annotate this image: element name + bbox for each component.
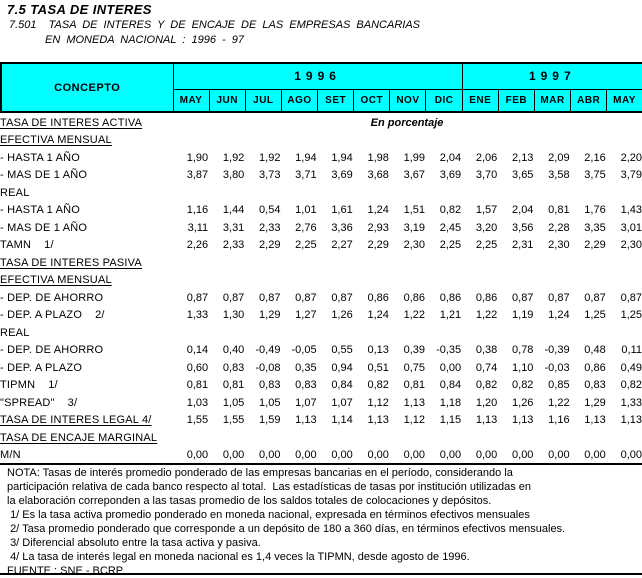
value-cell-13-11: 0,48 (584, 344, 606, 357)
table-row-16 (0, 394, 642, 412)
value-cell-3-10: 3,58 (548, 169, 570, 182)
value-cell-19-1: 0,00 (222, 449, 245, 462)
value-cell-14-11: 0,86 (584, 361, 606, 374)
value-cell-15-2: 0,83 (259, 379, 281, 392)
row-label: REAL (0, 326, 30, 339)
value-cell-14-7: 0,00 (439, 361, 462, 374)
value-cell-19-4: 0,00 (331, 449, 353, 462)
value-cell-3-6: 3,67 (403, 169, 426, 182)
month-header-6: NOV (390, 89, 426, 112)
value-cell-2-8: 2,06 (475, 151, 498, 164)
value-cell-14-8: 0,74 (475, 361, 498, 374)
value-cell-16-4: 1,07 (331, 396, 353, 409)
value-cell-19-0: 0,00 (186, 449, 209, 462)
note-line: 3/ Diferencial absoluto entre la tasa activa y pasiva. (7, 537, 261, 549)
table-row-15 (0, 377, 642, 395)
value-cell-13-1: 0,40 (222, 344, 245, 357)
value-cell-14-6: 0,75 (403, 361, 426, 374)
value-cell-11-1: 1,30 (222, 309, 245, 322)
value-cell-16-5: 1,12 (367, 396, 389, 409)
table-row-7 (0, 237, 642, 255)
value-cell-14-12: 0,49 (620, 361, 642, 374)
value-cell-2-5: 1,98 (367, 151, 389, 164)
value-cell-10-2: 0,87 (259, 291, 281, 304)
year-1997-header: 1997 (462, 63, 642, 89)
value-cell-15-6: 0,81 (403, 379, 426, 392)
row-label: TASA DE INTERES ACTIVA (0, 116, 143, 129)
value-cell-6-4: 3,36 (331, 221, 353, 234)
value-cell-16-11: 1,29 (584, 396, 606, 409)
month-header-0: MAY (173, 89, 209, 112)
value-cell-16-9: 1,26 (512, 396, 534, 409)
table-header (0, 62, 642, 113)
value-cell-5-4: 1,61 (331, 204, 353, 217)
value-cell-13-6: 0,39 (403, 344, 426, 357)
value-cell-14-9: 1,10 (512, 361, 534, 374)
value-cell-11-12: 1,25 (620, 309, 642, 322)
value-cell-7-7: 2,25 (439, 239, 462, 252)
value-cell-6-9: 3,56 (512, 221, 534, 234)
value-cell-2-7: 2,04 (439, 151, 462, 164)
value-cell-10-3: 0,87 (295, 291, 317, 304)
value-cell-10-4: 0,87 (331, 291, 353, 304)
table-row-8 (0, 254, 642, 272)
table-bottom-rule (0, 463, 642, 465)
month-header-2: JUL (245, 89, 281, 112)
row-label: REAL (0, 186, 30, 199)
note-line: NOTA: Tasas de interés promedio ponderado de las empresas bancarias en el período, considerando la (7, 467, 513, 479)
notes-block (7, 466, 637, 578)
value-cell-7-0: 2,26 (186, 239, 209, 252)
value-cell-2-9: 2,13 (512, 151, 534, 164)
value-cell-16-10: 1,22 (548, 396, 570, 409)
table-row-18 (0, 429, 642, 447)
month-header-5: OCT (354, 89, 390, 112)
value-cell-10-0: 0,87 (186, 291, 209, 304)
value-cell-2-4: 1,94 (331, 151, 353, 164)
table-row-0 (0, 114, 642, 132)
value-cell-5-11: 1,76 (584, 204, 606, 217)
value-cell-6-5: 2,93 (367, 221, 389, 234)
value-cell-6-1: 3,31 (222, 221, 245, 234)
value-cell-3-5: 3,68 (367, 169, 389, 182)
row-label: TAMN 1/ (0, 239, 54, 252)
value-cell-7-5: 2,29 (367, 239, 389, 252)
value-cell-3-7: 3,69 (439, 169, 462, 182)
empty-cell (172, 254, 642, 272)
page-title: 7.5 TASA DE INTERES (7, 2, 152, 17)
value-cell-17-0: 1,55 (186, 414, 209, 427)
page-bottom-rule (0, 573, 642, 575)
empty-cell (172, 272, 642, 290)
value-cell-5-10: 0,81 (548, 204, 570, 217)
month-header-7: DIC (426, 89, 462, 112)
month-header-3: AGO (281, 89, 317, 112)
value-cell-3-8: 3,70 (475, 169, 498, 182)
value-cell-19-8: 0,00 (475, 449, 498, 462)
value-cell-6-8: 3,20 (475, 221, 498, 234)
value-cell-3-2: 3,73 (259, 169, 281, 182)
month-header-8: ENE (462, 89, 498, 112)
month-header-11: ABR (571, 89, 607, 112)
value-cell-15-5: 0,82 (367, 379, 389, 392)
row-label: - MAS DE 1 AÑO (0, 169, 88, 182)
value-cell-14-1: 0,83 (222, 361, 245, 374)
value-cell-10-7: 0,86 (439, 291, 462, 304)
page-subtitle-line1: 7.501 TASA DE INTERES Y DE ENCAJE DE LAS EMPRESAS BANCARIAS (9, 19, 420, 31)
month-header-10: MAR (534, 89, 570, 112)
value-cell-3-9: 3,65 (512, 169, 534, 182)
table-row-14 (0, 359, 642, 377)
value-cell-2-10: 2,09 (548, 151, 570, 164)
table-row-2 (0, 149, 642, 167)
value-cell-7-8: 2,25 (475, 239, 498, 252)
row-label: - MAS DE 1 AÑO (0, 221, 88, 234)
row-label: TIPMN 1/ (0, 379, 58, 392)
value-cell-17-11: 1,13 (584, 414, 606, 427)
row-label: - DEP. DE AHORRO (0, 291, 104, 304)
table-row-10 (0, 289, 642, 307)
value-cell-5-6: 1,51 (403, 204, 426, 217)
table-row-17 (0, 412, 642, 430)
value-cell-10-5: 0,86 (367, 291, 389, 304)
value-cell-19-12: 0,00 (620, 449, 642, 462)
value-cell-14-10: -0,03 (544, 361, 570, 374)
value-cell-7-11: 2,29 (584, 239, 606, 252)
note-line: 4/ La tasa de interés legal en moneda nacional es 1,4 veces la TIPMN, desde agosto de 1996. (7, 551, 470, 563)
value-cell-15-3: 0,83 (295, 379, 317, 392)
value-cell-13-12: 0,11 (621, 344, 642, 357)
value-cell-3-4: 3,69 (331, 169, 353, 182)
value-cell-2-2: 1,92 (259, 151, 281, 164)
row-label: TASA DE INTERES PASIVA (0, 256, 142, 269)
value-cell-19-2: 0,00 (259, 449, 281, 462)
value-cell-6-2: 2,33 (259, 221, 281, 234)
value-cell-14-5: 0,51 (367, 361, 389, 374)
value-cell-5-3: 1,01 (295, 204, 317, 217)
note-line: 2/ Tasa promedio ponderado que corresponde a un depósito de 180 a 360 días, en términos efectivos mensuales. (7, 523, 566, 535)
empty-cell (172, 184, 642, 202)
value-cell-16-8: 1,20 (475, 396, 498, 409)
value-cell-15-9: 0,82 (512, 379, 534, 392)
value-cell-17-5: 1,13 (367, 414, 389, 427)
value-cell-11-8: 1,22 (475, 309, 498, 322)
value-cell-17-9: 1,13 (512, 414, 534, 427)
value-cell-15-1: 0,81 (222, 379, 245, 392)
value-cell-13-4: 0,55 (331, 344, 353, 357)
value-cell-7-3: 2,25 (295, 239, 317, 252)
value-cell-6-10: 2,28 (548, 221, 570, 234)
value-cell-16-7: 1,18 (439, 396, 462, 409)
value-cell-7-1: 2,33 (222, 239, 245, 252)
row-label: M/N (0, 449, 21, 462)
empty-cell (172, 429, 642, 447)
value-cell-11-6: 1,22 (403, 309, 426, 322)
unit-note: En porcentaje (370, 116, 444, 129)
value-cell-13-2: -0,49 (255, 344, 281, 357)
table-row-19 (0, 447, 642, 465)
value-cell-17-3: 1,13 (295, 414, 317, 427)
value-cell-13-8: 0,38 (475, 344, 498, 357)
value-cell-10-8: 0,86 (475, 291, 498, 304)
value-cell-17-7: 1,15 (439, 414, 462, 427)
value-cell-5-0: 1,16 (186, 204, 209, 217)
value-cell-5-7: 0,82 (439, 204, 462, 217)
value-cell-17-2: 1,59 (259, 414, 281, 427)
value-cell-11-5: 1,24 (367, 309, 389, 322)
value-cell-16-12: 1,33 (620, 396, 642, 409)
value-cell-16-6: 1,13 (403, 396, 426, 409)
row-label: TASA DE INTERES LEGAL 4/ (0, 414, 152, 427)
value-cell-15-4: 0,84 (331, 379, 353, 392)
value-cell-13-10: -0,39 (544, 344, 570, 357)
note-line: 1/ Es la tasa activa promedio ponderado en moneda nacional, expresada en términos efectivos mensuales (7, 509, 530, 521)
value-cell-11-0: 1,33 (186, 309, 209, 322)
value-cell-7-12: 2,30 (620, 239, 642, 252)
value-cell-11-7: 1,21 (439, 309, 462, 322)
value-cell-5-9: 2,04 (512, 204, 534, 217)
value-cell-2-3: 1,94 (295, 151, 317, 164)
table-row-12 (0, 324, 642, 342)
value-cell-6-3: 2,76 (295, 221, 317, 234)
value-cell-10-11: 0,87 (584, 291, 606, 304)
concept-header-cell: CONCEPTO (1, 63, 173, 112)
value-cell-15-10: 0,85 (548, 379, 570, 392)
value-cell-15-7: 0,84 (439, 379, 462, 392)
value-cell-3-12: 3,79 (620, 169, 642, 182)
source-line: FUENTE : SNE - BCRP (7, 565, 124, 577)
value-cell-19-5: 0,00 (367, 449, 389, 462)
value-cell-10-1: 0,87 (222, 291, 245, 304)
value-cell-14-2: -0,08 (255, 361, 281, 374)
value-cell-13-5: 0,13 (367, 344, 389, 357)
year-row (1, 63, 642, 89)
value-cell-7-9: 2,31 (512, 239, 534, 252)
value-cell-11-3: 1,27 (295, 309, 317, 322)
table-row-9 (0, 272, 642, 290)
value-cell-5-8: 1,57 (475, 204, 498, 217)
value-cell-2-0: 1,90 (186, 151, 209, 164)
row-label: - DEP. A PLAZO (0, 361, 83, 374)
value-cell-6-6: 3,19 (403, 221, 426, 234)
row-label: - DEP. DE AHORRO (0, 344, 104, 357)
value-cell-3-3: 3,71 (295, 169, 317, 182)
month-header-1: JUN (209, 89, 245, 112)
value-cell-2-12: 2,20 (620, 151, 642, 164)
page-subtitle-line2: EN MONEDA NACIONAL : 1996 - 97 (45, 34, 244, 46)
value-cell-14-0: 0,60 (186, 361, 209, 374)
table-row-3 (0, 167, 642, 185)
row-label: EFECTIVA MENSUAL (0, 134, 112, 147)
value-cell-15-8: 0,82 (475, 379, 498, 392)
table-row-5 (0, 202, 642, 220)
table-row-6 (0, 219, 642, 237)
value-cell-11-11: 1,25 (584, 309, 606, 322)
value-cell-2-11: 2,16 (584, 151, 606, 164)
value-cell-17-8: 1,13 (475, 414, 498, 427)
table-row-13 (0, 342, 642, 360)
value-cell-13-7: -0,35 (436, 344, 462, 357)
value-cell-17-6: 1,12 (403, 414, 426, 427)
value-cell-6-11: 3,35 (584, 221, 606, 234)
value-cell-11-4: 1,26 (331, 309, 353, 322)
month-header-4: SET (318, 89, 354, 112)
value-cell-14-3: 0,35 (295, 361, 317, 374)
value-cell-19-7: 0,00 (439, 449, 462, 462)
value-cell-7-2: 2,29 (259, 239, 281, 252)
value-cell-16-1: 1,05 (222, 396, 245, 409)
value-cell-19-11: 0,00 (584, 449, 606, 462)
value-cell-3-11: 3,75 (584, 169, 606, 182)
value-cell-13-9: 0,78 (512, 344, 534, 357)
row-label: EFECTIVA MENSUAL (0, 274, 112, 287)
value-cell-2-6: 1,99 (403, 151, 426, 164)
value-cell-17-10: 1,16 (548, 414, 570, 427)
row-label: - HASTA 1 AÑO (0, 151, 81, 164)
value-cell-14-4: 0,94 (331, 361, 353, 374)
month-header-12: MAY (607, 89, 642, 112)
row-label: - DEP. A PLAZO 2/ (0, 309, 105, 322)
empty-cell (172, 132, 642, 150)
value-cell-11-9: 1,19 (512, 309, 534, 322)
value-cell-17-12: 1,13 (620, 414, 642, 427)
value-cell-19-3: 0,00 (295, 449, 317, 462)
value-cell-15-12: 0,82 (620, 379, 642, 392)
value-cell-10-6: 0,86 (403, 291, 426, 304)
value-cell-5-12: 1,43 (620, 204, 642, 217)
table-row-1 (0, 132, 642, 150)
value-cell-10-9: 0,87 (512, 291, 534, 304)
value-cell-17-4: 1,14 (331, 414, 353, 427)
row-label: "SPREAD" 3/ (0, 396, 78, 409)
value-cell-11-2: 1,29 (259, 309, 281, 322)
value-cell-19-9: 0,00 (512, 449, 534, 462)
value-cell-3-0: 3,87 (186, 169, 209, 182)
value-cell-16-2: 1,05 (259, 396, 281, 409)
value-cell-5-1: 1,44 (222, 204, 245, 217)
value-cell-5-2: 0,54 (259, 204, 281, 217)
value-cell-13-3: -0,05 (291, 344, 317, 357)
value-cell-10-10: 0,87 (548, 291, 570, 304)
value-cell-15-0: 0,81 (186, 379, 209, 392)
value-cell-7-10: 2,30 (548, 239, 570, 252)
table-row-11 (0, 307, 642, 325)
value-cell-19-6: 0,00 (403, 449, 426, 462)
table-body (0, 114, 642, 464)
table-row-4 (0, 184, 642, 202)
note-line: participación relativa de cada banco respecto al total. Las estadísticas de tasas por institución utilizadas en (7, 481, 532, 493)
note-line: la elaboración correponden a las tasas promedio de los saldos totales de colocaciones y depósitos. (7, 495, 492, 507)
value-cell-7-6: 2,30 (403, 239, 426, 252)
empty-cell (172, 324, 642, 342)
value-cell-19-10: 0,00 (548, 449, 570, 462)
year-1996-header: 1996 (173, 63, 462, 89)
month-header-9: FEB (498, 89, 534, 112)
value-cell-2-1: 1,92 (222, 151, 245, 164)
row-label: TASA DE ENCAJE MARGINAL (0, 431, 158, 444)
value-cell-5-5: 1,24 (367, 204, 389, 217)
data-table (0, 114, 642, 464)
value-cell-17-1: 1,55 (222, 414, 245, 427)
value-cell-11-10: 1,24 (548, 309, 570, 322)
value-cell-6-12: 3,01 (620, 221, 642, 234)
value-cell-3-1: 3,80 (222, 169, 245, 182)
value-cell-15-11: 0,83 (584, 379, 606, 392)
value-cell-7-4: 2,27 (331, 239, 353, 252)
value-cell-6-7: 2,45 (439, 221, 462, 234)
value-cell-13-0: 0,14 (186, 344, 209, 357)
value-cell-16-3: 1,07 (295, 396, 317, 409)
value-cell-10-12: 0,87 (620, 291, 642, 304)
value-cell-6-0: 3,11 (187, 221, 209, 234)
row-label: - HASTA 1 AÑO (0, 204, 81, 217)
value-cell-16-0: 1,03 (186, 396, 209, 409)
